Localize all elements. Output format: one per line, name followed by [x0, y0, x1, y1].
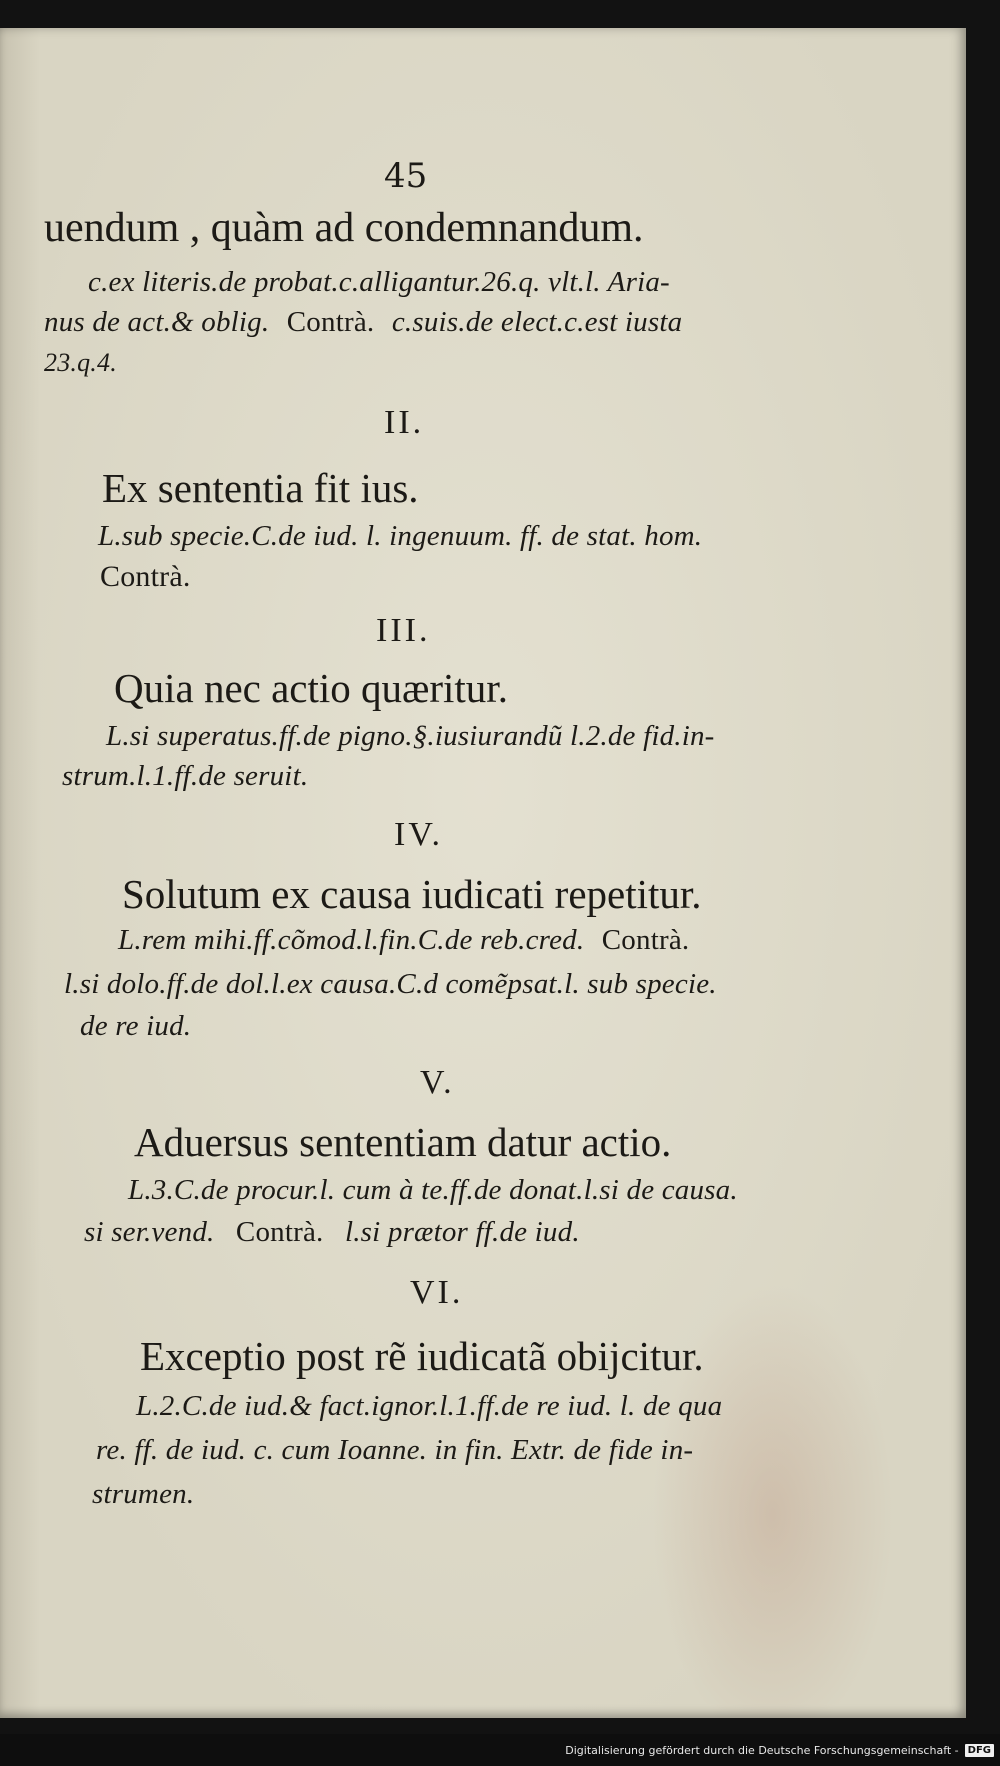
text-line-18: Exceptio post rẽ iudicatã obijcitur. — [140, 1333, 704, 1379]
section-numeral-4: IV. — [394, 816, 443, 853]
citation-line-12 — [118, 924, 689, 957]
citation-line-6: L.sub specie.C.de iud. l. ingenuum. ff. de stat. hom. — [98, 520, 703, 552]
text-line-15: Aduersus sententiam datur actio. — [134, 1119, 672, 1165]
citation-line-16: L.3.C.de procur.l. cum à te.ff.de donat.l.si de causa. — [128, 1174, 738, 1206]
citation-line-20: re. ff. de iud. c. cum Ioanne. in fin. Extr. de fide in- — [96, 1434, 694, 1466]
citation-line-3-part-c: c.suis.de elect.c.est iusta — [391, 306, 683, 338]
citation-line-17-part-a: si ser.vend. — [84, 1216, 215, 1248]
citation-line-9: L.si superatus.ff.de pigno.§.iusiurandũ l.2.de fid.in- — [106, 720, 715, 752]
text-line-11: Solutum ex causa iudicati repetitur. — [122, 871, 702, 917]
section-numeral-5: V. — [420, 1064, 455, 1101]
text-line-8: Quia nec actio quæritur. — [114, 665, 508, 711]
citation-line-3-part-a: nus de act.& oblig. — [44, 306, 270, 338]
section-numeral-2: II. — [384, 404, 425, 441]
text-line-1: uendum , quàm ad condemnandum. — [44, 205, 644, 251]
citation-line-21: strumen. — [92, 1478, 195, 1510]
contra-word: Contrà. — [286, 306, 375, 338]
section-numeral-3: III. — [376, 612, 431, 649]
page-number: 45 — [384, 156, 428, 196]
text-line-5: Ex sententia fit ius. — [102, 465, 419, 511]
citation-line-10: strum.l.1.ff.de seruit. — [62, 760, 309, 792]
digitization-footer — [0, 1734, 1000, 1766]
book-page — [0, 28, 966, 1718]
citation-line-17-part-c: l.si prætor ff.de iud. — [344, 1216, 580, 1248]
contra-word: Contrà. — [235, 1216, 324, 1248]
contra-line-7: Contrà. — [100, 560, 191, 593]
citation-line-4: 23.q.4. — [44, 348, 117, 377]
section-numeral-6: VI. — [410, 1274, 464, 1311]
citation-line-14: de re iud. — [80, 1010, 192, 1042]
citation-line-13: l.si dolo.ff.de dol.l.ex causa.C.d comẽpsat.l. sub specie. — [64, 968, 717, 1000]
dfg-logo: DFG — [965, 1744, 994, 1757]
footer-credit-text: Digitalisierung gefördert durch die Deutsche Forschungsgemeinschaft - — [565, 1743, 959, 1757]
citation-line-3 — [44, 306, 682, 339]
citation-line-12-part-a: L.rem mihi.ff.cõmod.l.fin.C.de reb.cred. — [118, 924, 585, 956]
citation-line-19: L.2.C.de iud.& fact.ignor.l.1.ff.de re iud. l. de qua — [136, 1390, 723, 1422]
citation-line-17 — [84, 1216, 580, 1249]
citation-line-2: c.ex literis.de probat.c.alligantur.26.q. vlt.l. Aria- — [88, 266, 670, 298]
contra-word: Contrà. — [601, 924, 690, 956]
